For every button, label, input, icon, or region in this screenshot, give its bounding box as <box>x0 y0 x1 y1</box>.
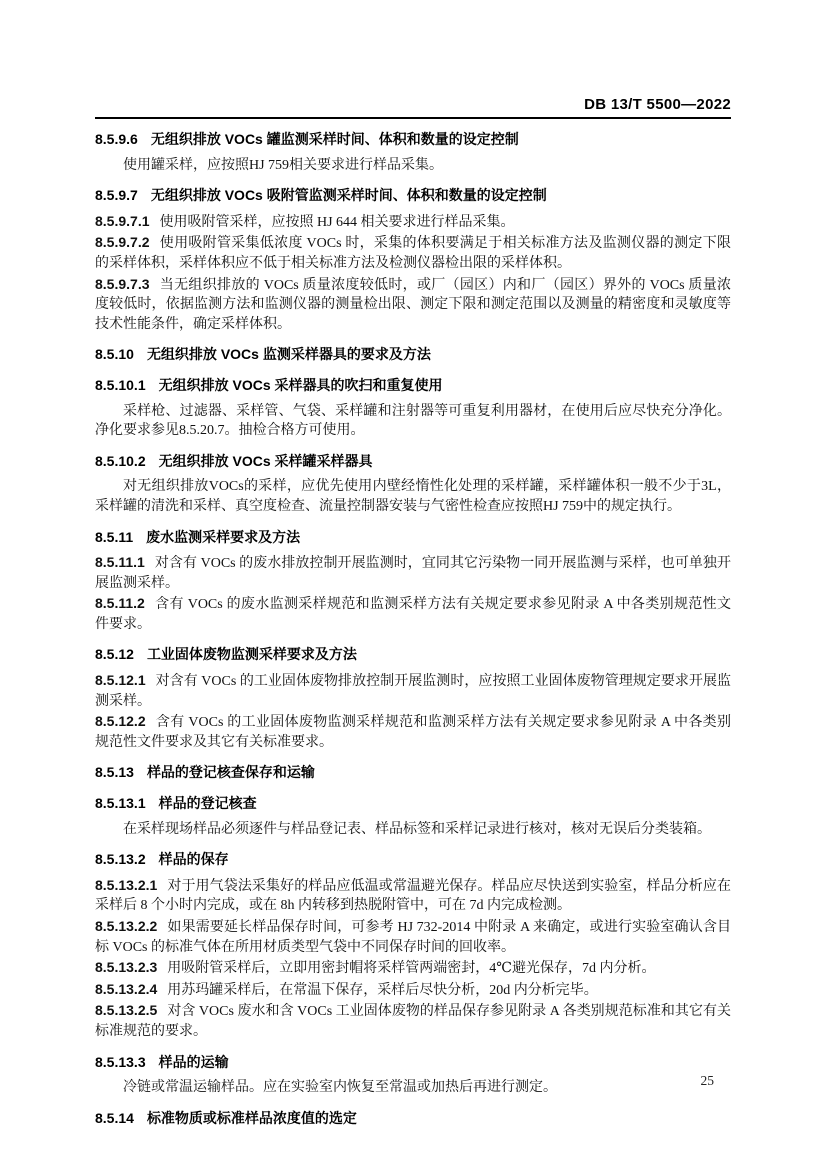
clause-number: 8.5.9.7.2 <box>95 234 150 251</box>
section-heading <box>95 763 731 783</box>
clause-paragraph <box>95 917 731 957</box>
paragraph-text: 使用罐采样，应按照HJ 759相关要求进行样品采集。 <box>123 157 444 173</box>
section-heading <box>95 345 731 365</box>
clause-paragraph <box>95 553 731 593</box>
clause-number: 8.5.13.1 <box>95 795 146 812</box>
paragraph-text: 在采样现场样品必须逐件与样品登记表、样品标签和采样记录进行核对，核对无误后分类装箱。 <box>123 821 711 837</box>
clause-number: 8.5.11 <box>95 528 134 545</box>
body-paragraph <box>95 402 731 441</box>
heading-text: 样品的保存 <box>158 851 229 868</box>
clause-number: 8.5.13.2.4 <box>95 980 158 997</box>
clause-number: 8.5.12.2 <box>95 713 146 730</box>
clause-number: 8.5.13.2.3 <box>95 959 158 976</box>
clause-paragraph <box>95 233 731 273</box>
paragraph-text: 用吸附管采样后，立即用密封帽将采样管两端密封，4℃避光保存，7d 内分析。 <box>167 961 656 977</box>
section-heading <box>95 1053 731 1073</box>
paragraph-text: 对含 VOCs 废水和含 VOCs 工业固体废物的样品保存参见附录 A 各类别规范标准和其它有关标准规范的要求。 <box>95 1004 731 1039</box>
clause-number: 8.5.13.2.5 <box>95 1002 158 1019</box>
paragraph-text: 对无组织排放VOCs的采样，应优先使用内壁经惰性化处理的采样罐，采样罐体积一般不少于3L，采样罐的清洗和采样、真空度检查、流量控制器安装与气密性检查应按照HJ 759中的规定执行。 <box>95 479 731 514</box>
heading-text: 无组织排放 VOCs 采样器具的吹扫和重复使用 <box>158 376 443 393</box>
clause-paragraph <box>95 712 731 752</box>
clause-number: 8.5.11.2 <box>95 595 145 612</box>
section-heading <box>95 850 731 870</box>
heading-text: 无组织排放 VOCs 吸附管监测采样时间、体积和数量的设定控制 <box>150 187 547 204</box>
clause-number: 8.5.13.3 <box>95 1053 146 1070</box>
document-body <box>95 130 731 1128</box>
clause-number: 8.5.9.7.3 <box>95 275 150 292</box>
clause-number: 8.5.12.1 <box>95 672 146 689</box>
body-paragraph <box>95 156 731 176</box>
paragraph-text: 对含有 VOCs 的工业固体废物排放控制开展监测时，应按照工业固体废物管理规定要求开展监测采样。 <box>95 674 731 709</box>
clause-number: 8.5.10 <box>95 346 134 363</box>
heading-text: 标准物质或标准样品浓度值的选定 <box>146 1109 357 1126</box>
clause-number: 8.5.9.7.1 <box>95 212 150 229</box>
clause-number: 8.5.11.1 <box>95 554 145 571</box>
clause-paragraph <box>95 594 731 634</box>
paragraph-text: 使用吸附管采样，应按照 HJ 644 相关要求进行样品采集。 <box>159 214 515 230</box>
paragraph-text: 采样枪、过滤器、采样管、气袋、采样罐和注射器等可重复利用器材，在使用后应尽快充分净化。净化要求参见8.5.20.7。抽检合格方可使用。 <box>95 403 731 439</box>
section-heading <box>95 794 731 814</box>
body-paragraph <box>95 1078 731 1098</box>
clause-number: 8.5.12 <box>95 646 134 663</box>
paragraph-text: 冷链或常温运输样品。应在实验室内恢复至常温或加热后再进行测定。 <box>123 1080 557 1096</box>
clause-number: 8.5.9.7 <box>95 187 138 204</box>
paragraph-text: 对含有 VOCs 的废水排放控制开展监测时，宜同其它污染物一同开展监测与采样，也可单独开展监测采样。 <box>95 556 731 591</box>
heading-text: 工业固体废物监测采样要求及方法 <box>146 646 357 663</box>
clause-number: 8.5.13.2 <box>95 851 146 868</box>
section-heading <box>95 452 731 472</box>
clause-number: 8.5.9.6 <box>95 131 138 147</box>
clause-paragraph <box>95 980 731 1001</box>
heading-text: 废水监测采样要求及方法 <box>146 528 301 545</box>
heading-text: 样品的登记核查保存和运输 <box>146 764 315 781</box>
section-heading <box>95 645 731 665</box>
clause-paragraph <box>95 275 731 335</box>
paragraph-text: 对于用气袋法采集好的样品应低温或常温避光保存。样品应尽快送到实验室，样品分析应在采样后 8 个小时内完成，或在 8h 内转移到热脱附管中，可在 7d 内完成检测。 <box>95 878 731 914</box>
clause-number: 8.5.10.1 <box>95 376 146 393</box>
clause-number: 8.5.13.2.2 <box>95 918 158 934</box>
page-number: 25 <box>700 1073 714 1088</box>
paragraph-text: 含有 VOCs 的工业固体废物监测采样规范和监测采样方法有关规定要求参见附录 A 中各类别规范性文件要求及其它有关标准要求。 <box>95 715 731 750</box>
heading-text: 无组织排放 VOCs 监测采样器具的要求及方法 <box>146 346 431 363</box>
section-heading <box>95 528 731 548</box>
heading-text: 无组织排放 VOCs 采样罐采样器具 <box>158 452 373 469</box>
clause-paragraph <box>95 671 731 711</box>
clause-number: 8.5.13.2.1 <box>95 876 158 893</box>
section-heading <box>95 1109 731 1129</box>
clause-number: 8.5.14 <box>95 1109 134 1126</box>
section-heading <box>95 376 731 396</box>
clause-paragraph <box>95 876 731 916</box>
paragraph-text: 当无组织排放的 VOCs 质量浓度较低时，或厂（园区）内和厂（园区）界外的 VOCs 质量浓度较低时，依据监测方法和监测仪器的测量检出限、测定下限和测定范围以及测量的精密度和灵敏度等技术性能条件，确定采样体积。 <box>95 277 731 332</box>
document-header <box>95 96 731 119</box>
clause-paragraph <box>95 1001 731 1041</box>
paragraph-text: 如果需要延长样品保存时间，可参考 HJ 732-2014 中附录 A 来确定，或进行实验室确认含目标 VOCs 的标准气体在所用材质类型气袋中不同保存时间的回收率。 <box>95 920 731 955</box>
content-area <box>95 96 731 1134</box>
body-paragraph <box>95 477 731 516</box>
clause-number: 8.5.10.2 <box>95 452 146 469</box>
body-paragraph <box>95 820 731 840</box>
clause-number: 8.5.13 <box>95 764 134 781</box>
section-heading <box>95 186 731 206</box>
clause-paragraph <box>95 958 731 979</box>
paragraph-text: 含有 VOCs 的废水监测采样规范和监测采样方法有关规定要求参见附录 A 中各类别规范性文件要求。 <box>95 597 731 632</box>
clause-paragraph <box>95 212 731 233</box>
heading-text: 无组织排放 VOCs 罐监测采样时间、体积和数量的设定控制 <box>150 131 519 147</box>
heading-text: 样品的运输 <box>158 1053 229 1070</box>
section-heading <box>95 130 731 150</box>
heading-text: 样品的登记核查 <box>158 795 257 812</box>
paragraph-text: 使用吸附管采集低浓度 VOCs 时，采集的体积要满足于相关标准方法及监测仪器的测定下限的采样体积，采样体积应不低于相关标准方法及检测仪器检出限的采样体积。 <box>95 236 731 271</box>
document-code: DB 13/T 5500—2022 <box>584 96 731 113</box>
paragraph-text: 用苏玛罐采样后，在常温下保存，采样后尽快分析，20d 内分析完毕。 <box>167 982 598 998</box>
